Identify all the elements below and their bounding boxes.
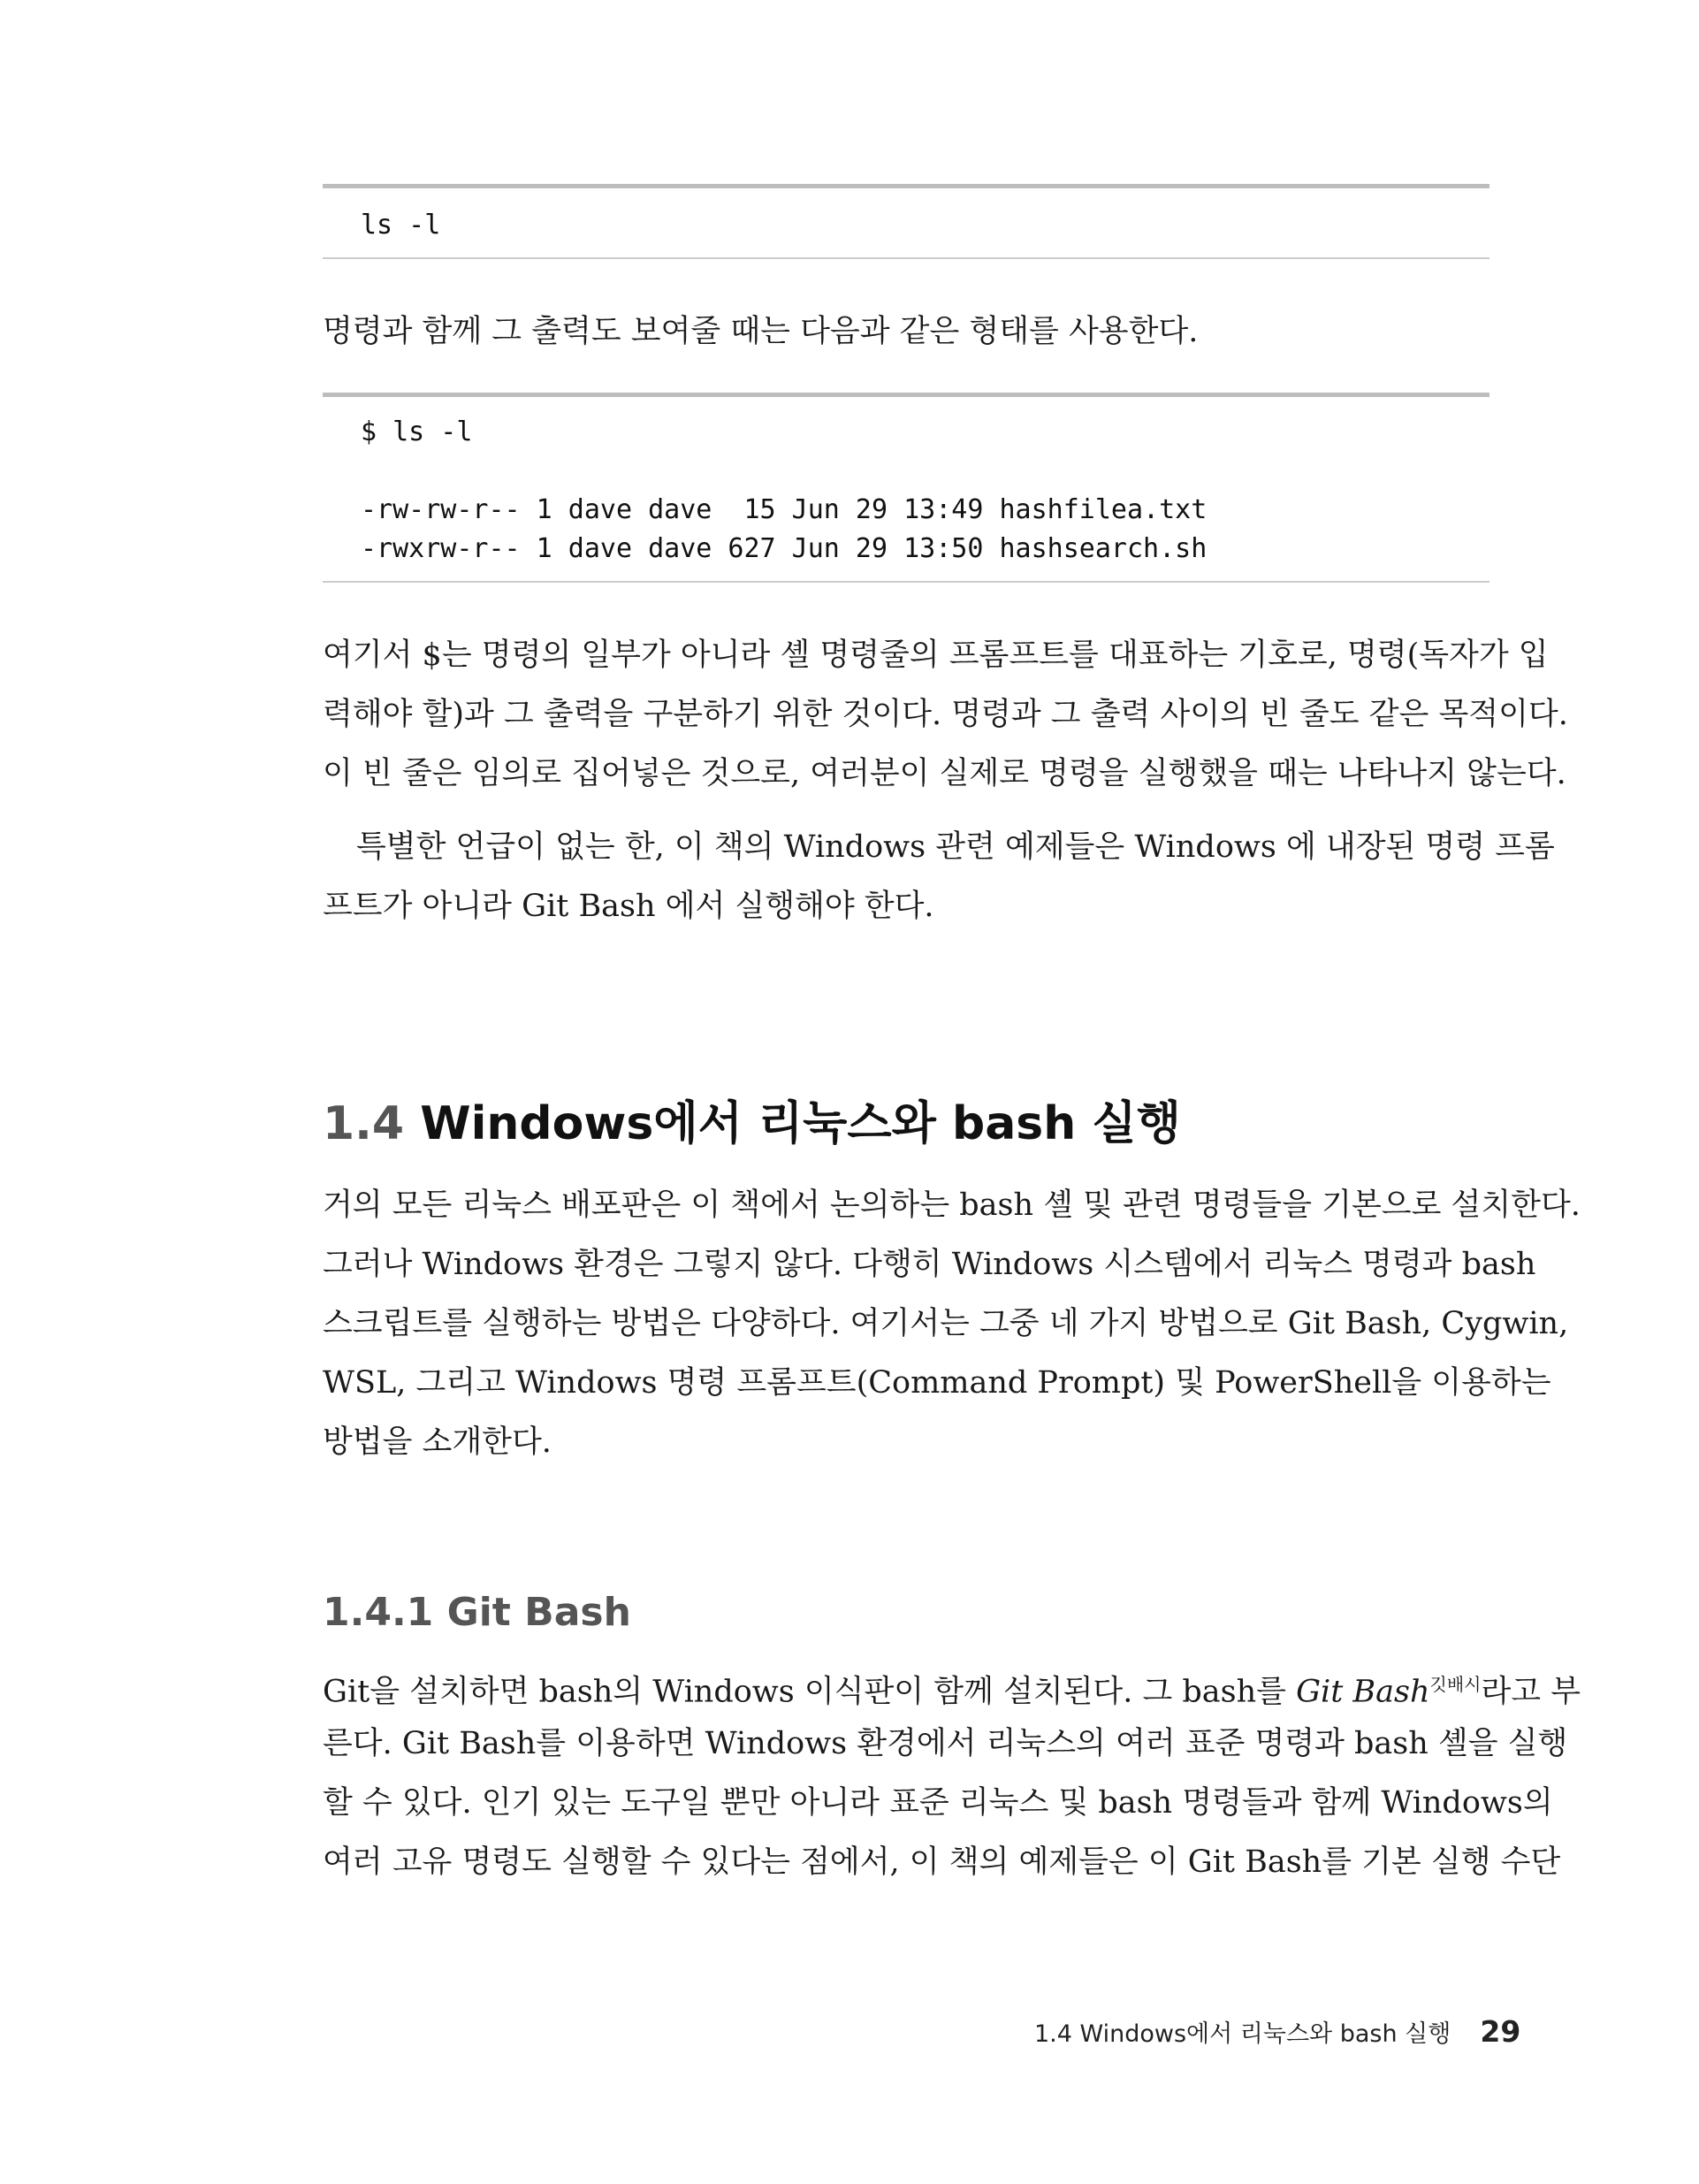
code-block-ls-output [323, 393, 1489, 583]
paragraph-line: 할 수 있다. 인기 있는 도구일 뿐만 아니라 표준 리눅스 및 bash 명령들과 함께 Windows의 [323, 1785, 1553, 1821]
code-line: -rwxrw-r-- 1 dave dave 627 Jun 29 13:50 hashsearch.sh [361, 533, 1208, 564]
paragraph-line: 거의 모든 리눅스 배포판은 이 책에서 논의하는 bash 셸 및 관련 명령들을 기본으로 설치한다. [323, 1187, 1581, 1223]
paragraph-line: 이 빈 줄은 임의로 집어넣은 것으로, 여러분이 실제로 명령을 실행했을 때는 나타나지 않는다. [323, 756, 1566, 791]
paragraph-line-term [323, 1655, 1581, 1714]
paragraph-windows-intro [323, 1176, 1581, 1472]
paragraph-output-intro [323, 302, 1491, 362]
section-heading [323, 1086, 1181, 1152]
code-block-ls [323, 184, 1489, 259]
section-number: 1.4 [323, 1097, 405, 1150]
subsection-number: 1.4.1 [323, 1590, 434, 1635]
paragraph-line: 여러 고유 명령도 실행할 수 있다는 점에서, 이 책의 예제들은 이 Git Bash를 기본 실행 수단 [323, 1844, 1561, 1880]
paragraph-line: 프트가 아니라 Git Bash 에서 실행해야 한다. [323, 889, 934, 924]
term-git-bash: Git Bash [1296, 1674, 1430, 1710]
code-line [361, 452, 1489, 491]
subsection-heading [323, 1590, 631, 1635]
paragraph-prompt-symbol [323, 626, 1568, 804]
paragraph-text: 라고 부 [1481, 1674, 1581, 1710]
paragraph-line: WSL, 그리고 Windows 명령 프롬프트(Command Prompt) 및 PowerShell을 이용하는 [323, 1365, 1551, 1401]
paragraph-line: 여기서 $는 명령의 일부가 아니라 셸 명령줄의 프롬프트를 대표하는 기호로, 명령(독자가 입 [323, 638, 1549, 673]
paragraph-line: 력해야 할)과 그 출력을 구분하기 위한 것이다. 명령과 그 출력 사이의 빈 줄도 같은 목적이다. [323, 697, 1568, 732]
term-reading: 깃배시 [1429, 1674, 1482, 1695]
paragraph-line: 방법을 소개한다. [323, 1424, 552, 1460]
section-title: Windows에서 리눅스와 bash 실행 [420, 1097, 1181, 1150]
paragraph-line: 명령과 함께 그 출력도 보여줄 때는 다음과 같은 형태를 사용한다. [323, 314, 1199, 349]
code-line: ls -l [361, 210, 441, 241]
page-number: 29 [1480, 2014, 1521, 2049]
code-line: -rw-rw-r-- 1 dave dave 15 Jun 29 13:49 hashfilea.txt [361, 494, 1208, 525]
paragraph-line: 른다. Git Bash를 이용하면 Windows 환경에서 리눅스의 여러 표준 명령과 bash 셸을 실행 [323, 1726, 1568, 1761]
subsection-title: Git Bash [446, 1590, 631, 1635]
running-footer-title: 1.4 Windows에서 리눅스와 bash 실행 [1034, 2020, 1451, 2048]
paragraph-line: 스크립트를 실행하는 방법은 다양하다. 여기서는 그중 네 가지 방법으로 Git Bash, Cygwin, [323, 1306, 1569, 1341]
paragraph-git-bash-note [323, 818, 1555, 936]
paragraph-line: 그러나 Windows 환경은 그렇지 않다. 다행히 Windows 시스템에서 리눅스 명령과 bash [323, 1247, 1536, 1282]
paragraph-text: Git을 설치하면 bash의 Windows 이식판이 함께 설치된다. 그 bash를 [323, 1674, 1297, 1710]
page-footer [1034, 2014, 1521, 2049]
code-line: $ ls -l [361, 416, 473, 447]
paragraph-git-bash [323, 1655, 1581, 1892]
paragraph-line: 특별한 언급이 없는 한, 이 책의 Windows 관련 예제들은 Windows 에 내장된 명령 프롬 [356, 829, 1555, 865]
